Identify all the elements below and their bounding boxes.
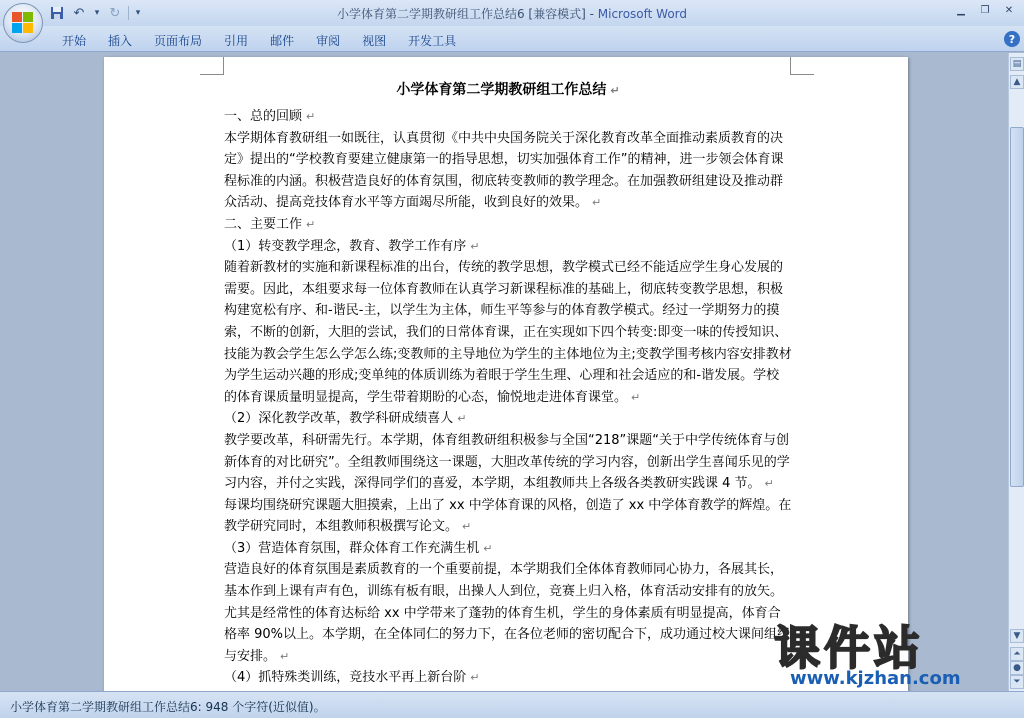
tab-references[interactable]: 引用: [224, 34, 249, 48]
previous-page-icon[interactable]: ⏶: [1010, 647, 1024, 661]
redo-icon[interactable]: ↻: [109, 5, 121, 21]
watermark-logo-text: 课件站: [774, 621, 924, 675]
section-heading: 二、主要工作 ↵: [224, 216, 316, 232]
paragraph-mark: ↵: [610, 84, 620, 97]
window-controls: [950, 2, 1020, 18]
tab-mailings[interactable]: 邮件: [270, 34, 295, 48]
paragraph: 本学期体育教研组一如既往，认真贯彻《中共中央国务院关于深化教育改革全面推动素质教育的决定》提出的“学校教育要建立健康第一的指导思想，切实加强体育工作”的精神，进一步领会体育课程标准的内涵。积极营造良好的体育氛围，彻底转变教师的教学理念。在加强教研组建设及推动群众活动、提高竞技体育水平等方面竭尽所能，收到良好的效果。 ↵: [224, 130, 784, 211]
scroll-up-icon[interactable]: ▲: [1010, 75, 1024, 89]
next-page-icon[interactable]: ⏷: [1010, 675, 1024, 689]
paragraph: 营造良好的体育氛围是素质教育的一个重要前提，本学期我们全体体育教师同心协力，各展其长，基本作到上课有声有色，训练有板有眼，出操人人到位，竞赛上归入格，体育活动安排有的放矢。尤其是经常性的体育达标给 xx 中学带来了蓬勃的体育生机，学生的身体素质有明显提高，体育合格率 90%以上。本学期，在全体同仁的努力下，在各位老师的密切配合下，成功通过校大课间组织与安排。 ↵: [224, 562, 791, 664]
status-bar: [0, 691, 1024, 718]
help-icon[interactable]: ?: [1004, 31, 1020, 47]
tab-home[interactable]: 开始: [62, 34, 87, 48]
chevron-down-icon[interactable]: ▾: [94, 8, 100, 18]
document-area: [0, 53, 1008, 691]
tab-developer[interactable]: 开发工具: [408, 34, 457, 48]
tab-page-layout[interactable]: 页面布局: [154, 34, 203, 48]
ruler-toggle-icon[interactable]: ▤: [1010, 57, 1024, 71]
title-bar: [0, 0, 1024, 26]
paragraph: 随着新教材的实施和新课程标准的出台，传统的教学思想，教学模式已经不能适应学生身心发展的需要。因此，本组要求每一位体育教师在认真学习新课程标准的基础上，彻底转变教学思想，积极构建宽松有序、和-谐民-主，以学生为主体，师生平等参与的体育教学模式。经过一学期努力的摸索，不断的创新，大胆的尝试，我们的日常体育课，正在实现如下四个转变:即变一味的传授知识、技能为教会学生怎么学怎么练;变教师的主导地位为学生的主体地位为主;变教学围考核内容安排教材为学生运动兴趣的形成;变单纯的体质训练为着眼于学生生理、心理和社会适应的和-谐发展。学校的体育课质量明显提高，学生带着期盼的心态，愉悦地走进体育课堂。 ↵: [224, 260, 792, 405]
minimize-icon[interactable]: ▁: [957, 4, 965, 16]
scrollbar-thumb[interactable]: [1010, 127, 1024, 487]
scroll-down-icon[interactable]: ▼: [1010, 629, 1024, 643]
margin-mark-top-left: [200, 57, 224, 75]
document-body[interactable]: [224, 75, 792, 689]
app-name: Microsoft Word: [597, 7, 688, 21]
close-icon[interactable]: ✕: [1004, 4, 1014, 16]
office-button[interactable]: [3, 3, 43, 43]
office-logo-icon: [12, 12, 34, 34]
section-heading: 一、总的回顾 ↵: [224, 109, 316, 124]
customize-qat-icon[interactable]: ▾: [135, 8, 141, 18]
window-title: [0, 5, 1024, 22]
ribbon: [0, 26, 1024, 52]
subsection-heading: （4）抓特殊类训练，竞技水平再上新台阶 ↵: [224, 670, 480, 686]
restore-icon[interactable]: ❐: [980, 4, 990, 16]
document-page[interactable]: [104, 57, 908, 691]
undo-icon[interactable]: ↶: [73, 5, 85, 21]
tab-review[interactable]: 审阅: [316, 34, 341, 48]
ribbon-tabs: [52, 30, 468, 51]
watermark-url: www.kjzhan.com: [790, 668, 961, 689]
vertical-scrollbar[interactable]: [1008, 53, 1024, 691]
subsection-heading: （2）深化教学改革，教学科研成绩喜人 ↵: [224, 411, 467, 427]
title-separator: -: [585, 7, 598, 21]
select-browse-object-icon[interactable]: ●: [1010, 661, 1024, 675]
tab-insert[interactable]: 插入: [108, 34, 133, 48]
tab-view[interactable]: 视图: [362, 34, 387, 48]
watermark: [764, 604, 1024, 694]
margin-mark-top-right: [790, 57, 814, 75]
document-heading: 小学体育第二学期教研组工作总结 ↵: [396, 82, 620, 98]
paragraph: 教学要改革，科研需先行。本学期，体育组教研组积极参与全国“218”课题“关于中学传统体育与创新体育的对比研究”。全组教师围绕这一课题，大胆改革传统的学习内容，创新出学生喜闻乐见的学习内容，并付之实践，深得同学们的喜爱，本学期，本组教师共上各级各类教研实践课 4 节。 ↵: [224, 432, 790, 492]
status-text: 小学体育第二学期教研组工作总结6: 948 个字符(近似值)。: [10, 700, 326, 714]
paragraph: 每课均围绕研究课题大胆摸索，上出了 xx 中学体育课的风格，创造了 xx 中学体育教学的辉煌。在教学研究同时，本组教师积极撰写论文。 ↵: [224, 497, 792, 535]
subsection-heading: （1）转变教学理念，教育、教学工作有序 ↵: [224, 238, 480, 254]
document-title: 小学体育第二学期教研组工作总结6 [兼容模式]: [336, 7, 586, 21]
subsection-heading: （3）营造体育氛围，群众体育工作充满生机 ↵: [224, 540, 493, 556]
